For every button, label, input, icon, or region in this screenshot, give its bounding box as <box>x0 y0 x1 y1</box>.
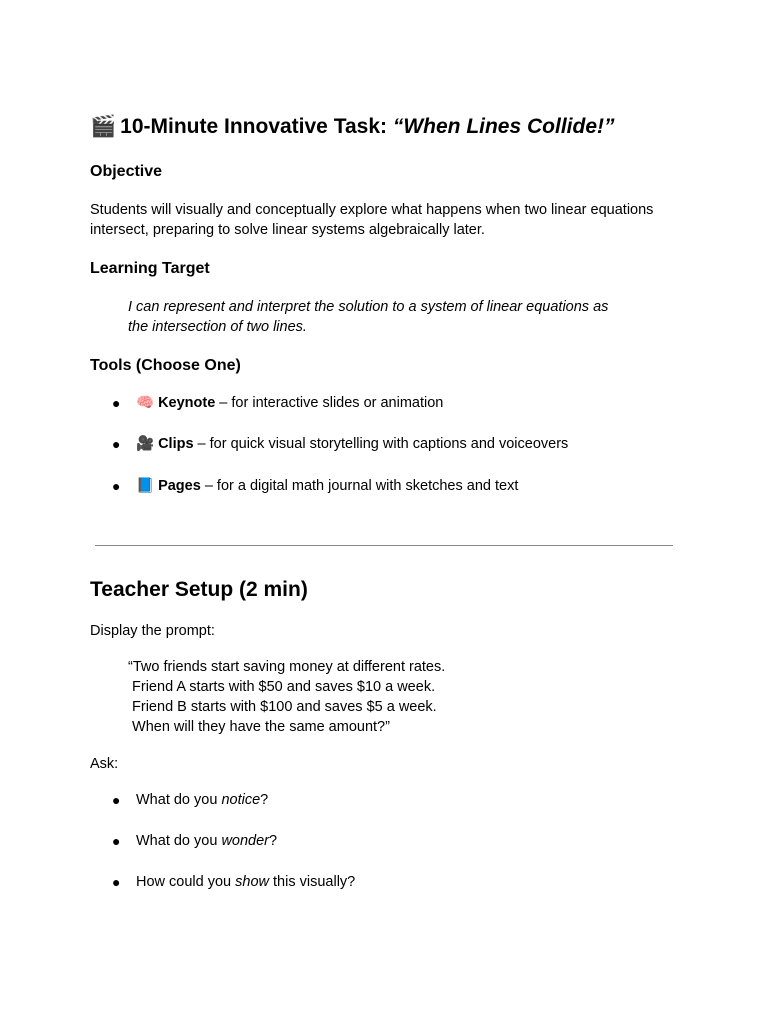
list-item-tool-keynote <box>112 393 443 413</box>
brain-icon: 🧠 <box>136 395 155 411</box>
prompt-line: “Two friends start saving money at different rates. <box>128 659 446 675</box>
tool-description: – for quick visual storytelling with captions and voiceovers <box>193 436 569 452</box>
prompt-line: When will they have the same amount?” <box>128 719 390 735</box>
display-prompt-label: Display the prompt: <box>90 623 215 639</box>
bullet-dot: ● <box>112 436 121 452</box>
tool-name: Clips <box>158 436 194 452</box>
title-emphasis: “When Lines Collide!” <box>392 115 615 138</box>
ask-text: this visually? <box>269 874 356 890</box>
ask-emphasis: show <box>235 874 269 890</box>
ask-text: ? <box>260 792 269 808</box>
ask-emphasis: notice <box>221 792 261 808</box>
prompt-quote <box>128 657 668 737</box>
list-item-tool-clips <box>112 434 568 454</box>
bullet-dot: ● <box>112 792 121 808</box>
ask-text: What do you <box>136 833 222 849</box>
list-item-tool-pages <box>112 476 518 496</box>
list-item-ask-show <box>112 872 355 892</box>
bullet-dot: ● <box>112 874 121 890</box>
ask-emphasis: wonder <box>221 833 269 849</box>
bullet-dot: ● <box>112 395 121 411</box>
prompt-line: Friend B starts with $100 and saves $5 a week. <box>128 699 437 715</box>
learning-target-line: I can represent and interpret the solution to a system of linear equations as <box>128 299 609 315</box>
objective-heading: Objective <box>90 163 163 180</box>
tools-heading: Tools (Choose One) <box>90 357 241 374</box>
ask-label: Ask: <box>90 756 119 772</box>
list-item-ask-notice <box>112 790 268 810</box>
learning-target-statement <box>128 297 668 337</box>
prompt-line: Friend A starts with $50 and saves $10 a week. <box>128 679 436 695</box>
tool-name: Keynote <box>158 395 216 411</box>
ask-text: ? <box>269 833 278 849</box>
clapperboard-icon: 🎬 <box>90 115 117 138</box>
bullet-dot: ● <box>112 478 121 494</box>
page-title <box>90 115 615 139</box>
bullet-dot: ● <box>112 833 121 849</box>
tool-description: – for interactive slides or animation <box>215 395 444 411</box>
objective-text-line: intersect, preparing to solve linear systems algebraically later. <box>90 222 485 238</box>
list-item-ask-wonder <box>112 831 277 851</box>
learning-target-line: the intersection of two lines. <box>128 319 307 335</box>
learning-target-heading: Learning Target <box>90 260 210 277</box>
horizontal-divider <box>95 545 673 546</box>
blue-book-icon: 📘 <box>136 478 155 494</box>
title-prefix: 10-Minute Innovative Task: <box>120 115 393 138</box>
tool-description: – for a digital math journal with sketches and text <box>200 478 519 494</box>
teacher-setup-heading: Teacher Setup (2 min) <box>90 578 308 601</box>
objective-text <box>90 200 690 240</box>
objective-text-line: Students will visually and conceptually explore what happens when two linear equations <box>90 202 654 218</box>
ask-text: How could you <box>136 874 236 890</box>
video-camera-icon: 🎥 <box>136 436 155 452</box>
ask-text: What do you <box>136 792 222 808</box>
tool-name: Pages <box>158 478 201 494</box>
